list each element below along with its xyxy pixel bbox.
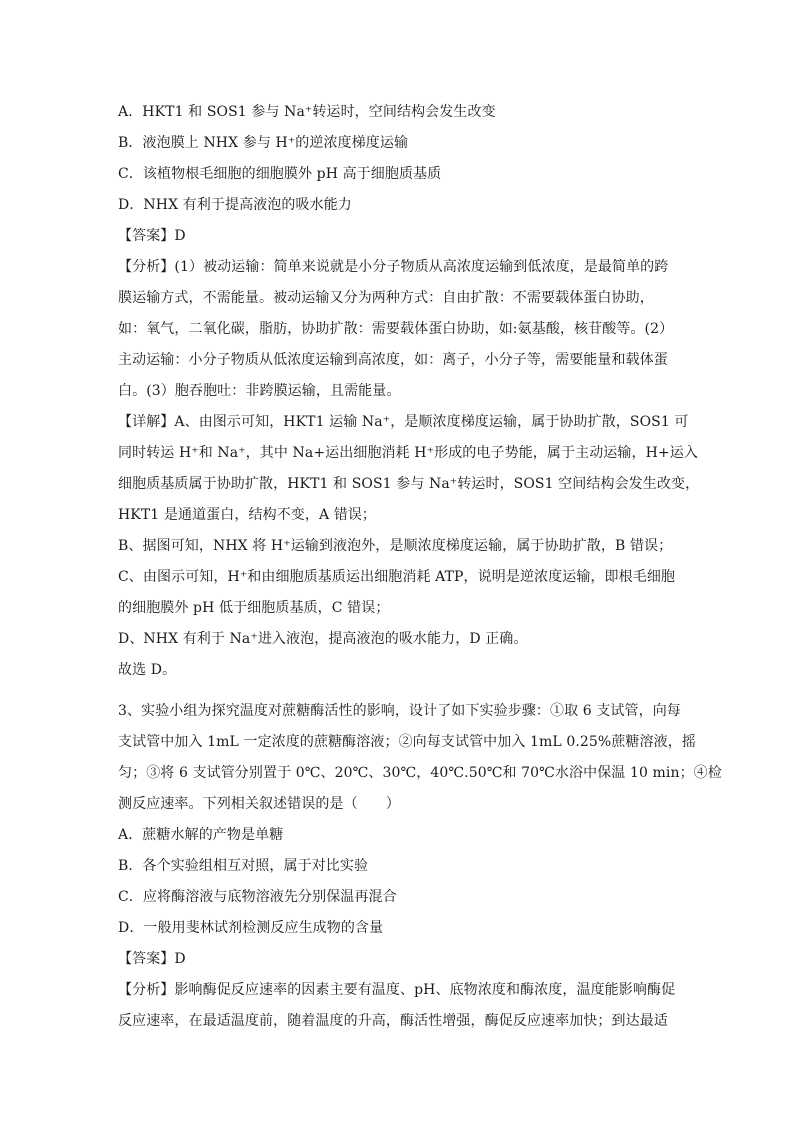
explanation-q2-line-3: 细胞质基质属于协助扩散，HKT1 和 SOS1 参与 Na⁺转运时，SOS1 空间结构会发生改变， bbox=[118, 476, 700, 492]
option-d-q3: D．一般用斐林试剂检测反应生成物的含量 bbox=[118, 920, 384, 936]
analysis-q2-line-1: 【分析】(1）被动运输：简单来说就是小分子物质从高浓度运输到低浓度，是最简单的跨 bbox=[118, 259, 669, 275]
explanation-q2-line-5: B、据图可知，NHX 将 H⁺运输到液泡外，是顺浓度梯度运输，属于协助扩散，B 错误； bbox=[118, 538, 673, 554]
option-c-q3: C．应将酶溶液与底物溶液先分别保温再混合 bbox=[118, 889, 397, 905]
conclusion-q2: 故选 D。 bbox=[118, 662, 177, 678]
analysis-q2-line-3: 如：氧气，二氧化碳，脂肪，协助扩散：需要载体蛋白协助，如:氨基酸，核苷酸等。(2） bbox=[118, 321, 674, 337]
explanation-q2-line-2: 同时转运 H⁺和 Na⁺，其中 Na+运出细胞消耗 H⁺形成的电子势能，属于主动运输，H+运入 bbox=[118, 445, 698, 461]
analysis-q3-line-1: 【分析】影响酶促反应速率的因素主要有温度、pH、底物浓度和酶浓度，温度能影响酶促 bbox=[118, 982, 676, 998]
option-d-q2: D．NHX 有利于提高液泡的吸水能力 bbox=[118, 197, 352, 213]
option-a-q3: A．蔗糖水解的产物是单糖 bbox=[118, 827, 284, 843]
analysis-q2-line-2: 膜运输方式，不需能量。被动运输又分为两种方式：自由扩散：不需要载体蛋白协助， bbox=[118, 290, 654, 306]
option-b-q3: B．各个实验组相互对照，属于对比实验 bbox=[118, 858, 369, 874]
question-3-line-3: 匀；③将 6 支试管分别置于 0℃、20℃、30℃，40℃.50℃和 70℃水浴中保温 10 min；④检 bbox=[118, 765, 722, 781]
question-3-line-1: 3、实验小组为探究温度对蔗糖酶活性的影响，设计了如下实验步骤：①取 6 支试管，向每 bbox=[118, 703, 681, 719]
explanation-q2-line-1: 【详解】A、由图示可知，HKT1 运输 Na⁺，是顺浓度梯度运输，属于协助扩散，SOS1 可 bbox=[118, 414, 689, 430]
answer-q2: 【答案】D bbox=[118, 228, 186, 244]
explanation-q2-line-4: HKT1 是通道蛋白，结构不变，A 错误； bbox=[118, 507, 377, 523]
analysis-q2-line-4: 主动运输：小分子物质从低浓度运输到高浓度，如：离子，小分子等，需要能量和载体蛋 bbox=[118, 352, 668, 368]
question-3-line-2: 支试管中加入 1mL 一定浓度的蔗糖酶溶液；②向每支试管中加入 1mL 0.25%蔗糖溶液，摇 bbox=[118, 734, 696, 750]
explanation-q2-line-8: D、NHX 有利于 Na⁺进入液泡，提高液泡的吸水能力，D 正确。 bbox=[118, 631, 528, 647]
option-a-q2: A．HKT1 和 SOS1 参与 Na⁺转运时，空间结构会发生改变 bbox=[118, 104, 496, 120]
analysis-q2-line-5: 白。(3）胞吞胞吐：非跨膜运输，且需能量。 bbox=[118, 383, 401, 399]
answer-q3: 【答案】D bbox=[118, 951, 186, 967]
option-b-q2: B．液泡膜上 NHX 参与 H⁺的逆浓度梯度运输 bbox=[118, 135, 409, 151]
analysis-q3-line-2: 反应速率，在最适温度前，随着温度的升高，酶活性增强，酶促反应速率加快；到达最适 bbox=[118, 1013, 668, 1029]
option-c-q2: C．该植物根毛细胞的细胞膜外 pH 高于细胞质基质 bbox=[118, 166, 442, 182]
explanation-q2-line-6: C、由图示可知，H⁺和由细胞质基质运出细胞消耗 ATP，说明是逆浓度运输，即根毛细胞 bbox=[118, 569, 676, 585]
explanation-q2-line-7: 的细胞膜外 pH 低于细胞质基质，C 错误； bbox=[118, 600, 390, 616]
question-3-line-4: 测反应速率。下列相关叙述错误的是（ ） bbox=[118, 796, 400, 812]
